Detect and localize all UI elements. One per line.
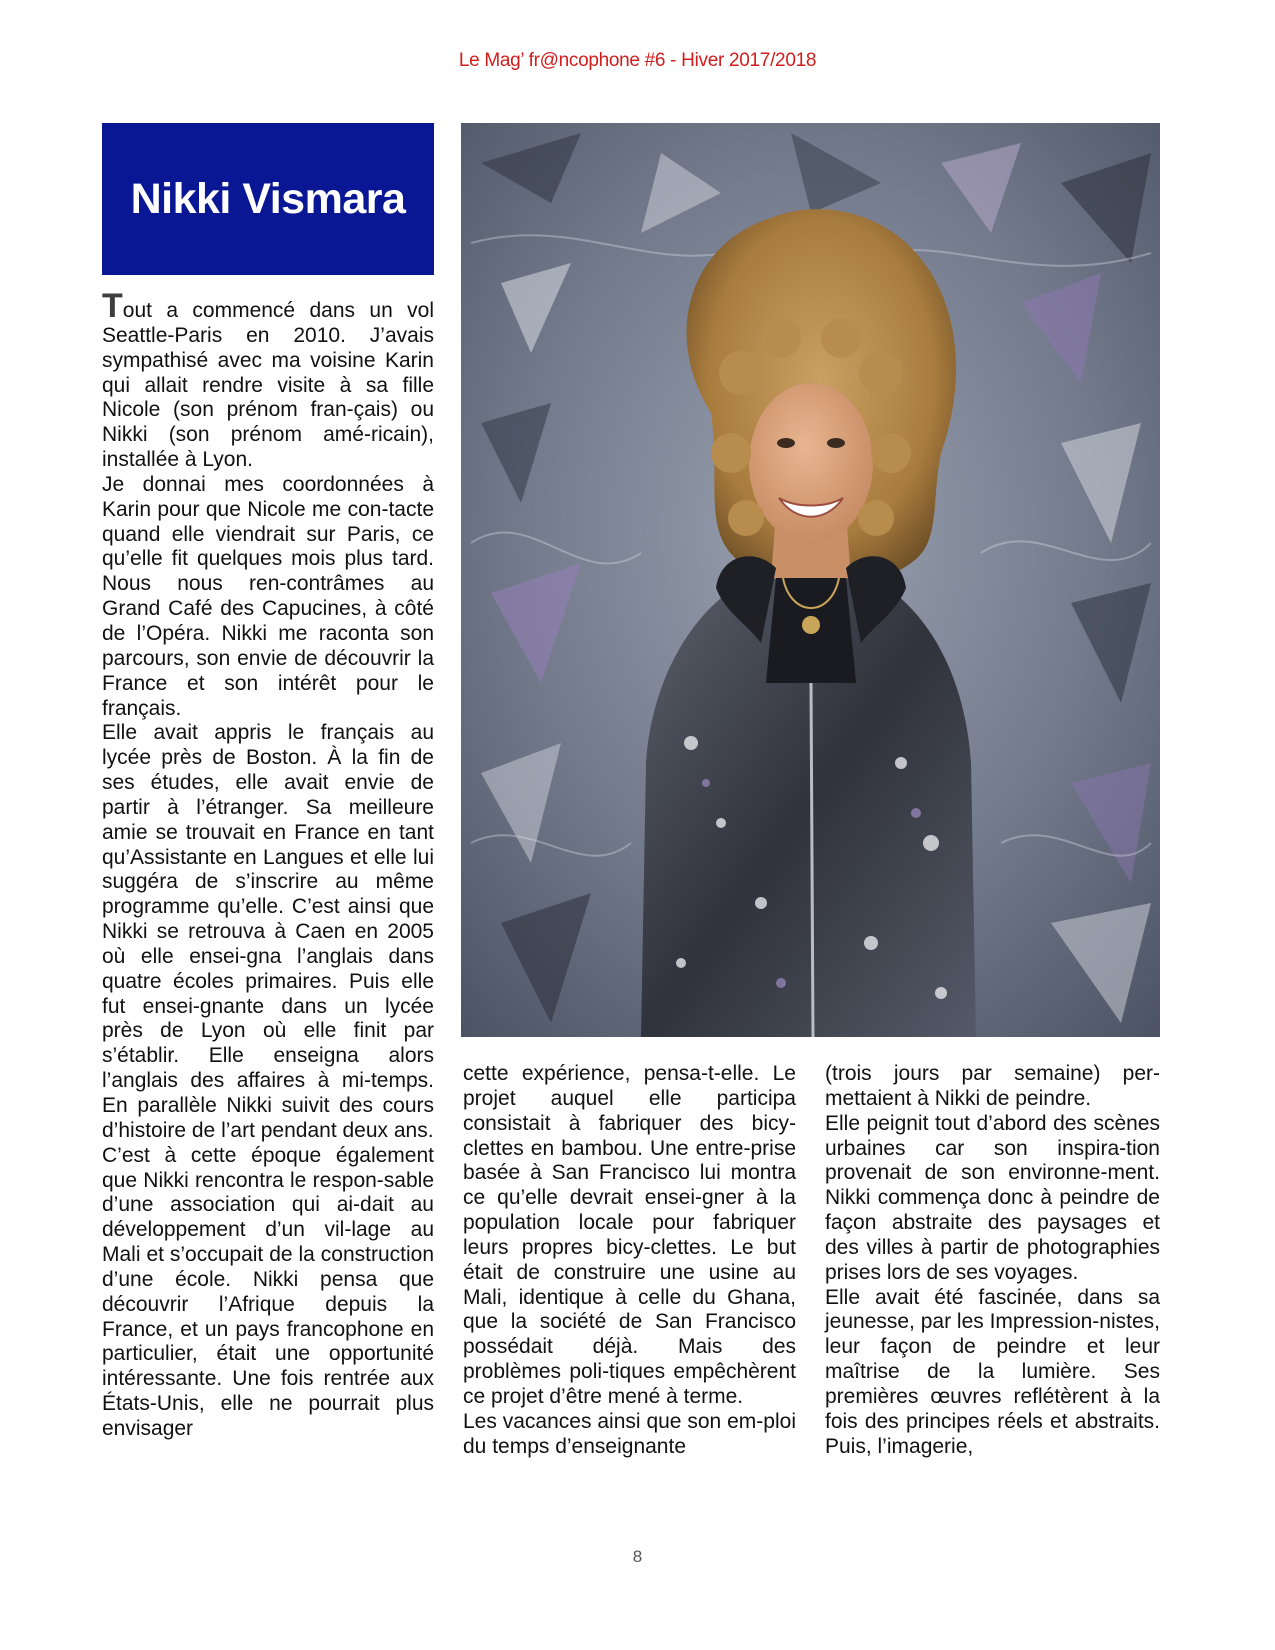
page-number: 8: [632, 1547, 643, 1566]
drop-cap: T: [102, 287, 123, 325]
running-header: Le Mag’ fr@ncophone #6 - Hiver 2017/2018: [458, 50, 817, 71]
text-column-3: [825, 1062, 1160, 1460]
paragraph: Elle avait été fascinée, dans sa jeunesse, par les Impression-nistes, leur façon de peindre et leur maîtrise de la lumière. Ses premières œuvres reflétèrent à la fois des principes réels et abstraits. Puis, l’imagerie,: [825, 1285, 1160, 1458]
paragraph: C’est à cette époque également que Nikki rencontra le respon-sable d’une association qui ai-dait au développement d’un vil-lage au Mali et s’occupait de la construction d’une école. Nikki pensa que découvrir l’Afrique depuis la France, et un pays francophone en particulier, était une opportunité intéressante. Une fois rentrée aux États-Unis, elle ne pourrait plus envisager: [102, 1143, 434, 1440]
paragraph: [102, 287, 434, 473]
paragraph: Elle peignit tout d’abord des scènes urbaines car son inspira-tion provenait de son environne-ment. Nikki commença donc à peindre de façon abstraite des paysages et des villes à partir de photographies prises lors de ses voyages.: [825, 1111, 1160, 1284]
text-column-1: [102, 287, 434, 1442]
paragraph: Je donnai mes coordonnées à Karin pour que Nicole me con-tacte quand elle viendrait sur Paris, ce qu’elle fit quelques mois plus tard. Nous nous ren-contrâmes au Grand Café des Capucines, à côté de l’Opéra. Nikki me raconta son parcours, son envie de découvrir la France et son intérêt pour le français.: [102, 472, 434, 720]
paragraph: Les vacances ainsi que son em-ploi du temps d’enseignante: [463, 1409, 796, 1458]
text-column-2: [463, 1062, 796, 1460]
face: [749, 383, 873, 543]
paragraph-text: out a commencé dans un vol Seattle-Paris en 2010. J’avais sympathisé avec ma voisine Karin qui allait rendre visite à sa fille Nicole (son prénom fran-çais) ou Nikki (son prénom amé-ricain), installée à Lyon.: [102, 299, 434, 472]
paragraph: cette expérience, pensa-t-elle. Le projet auquel elle participa consistait à fabriquer des bicy-clettes en bambou. Une entre-prise basée à San Francisco lui montra ce qu’elle devrait ensei-gner à la population locale pour fabriquer leurs propres bicy-clettes. Le but était de construire une usine au Mali, identique à celle du Ghana, que la société de San Francisco possédait déjà. Mais des problèmes poli-tiques empêchèrent ce projet d’être mené à terme.: [463, 1062, 796, 1408]
paragraph: (trois jours par semaine) per-mettaient à Nikki de peindre.: [825, 1062, 1160, 1110]
article-title: Nikki Vismara: [130, 174, 406, 223]
article-title-box: [102, 123, 434, 275]
portrait-photo: [461, 123, 1160, 1037]
paragraph: Elle avait appris le français au lycée près de Boston. À la fin de ses études, elle avait envie de partir à l’étranger. Sa meilleure amie se trouvait en France en tant qu’Assistante en Langues et elle lui suggéra de s’inscrire au même programme qu’elle. C’est ainsi que Nikki se retrouva à Caen en 2005 où elle ensei-gna l’anglais dans quatre écoles primaires. Puis elle fut ensei-gnante dans un lycée près de Lyon où elle finit par s’établir. Elle enseigna alors l’anglais des affaires à mi-temps. En parallèle Nikki suivit des cours d’histoire de l’art pendant deux ans.: [102, 721, 434, 1142]
